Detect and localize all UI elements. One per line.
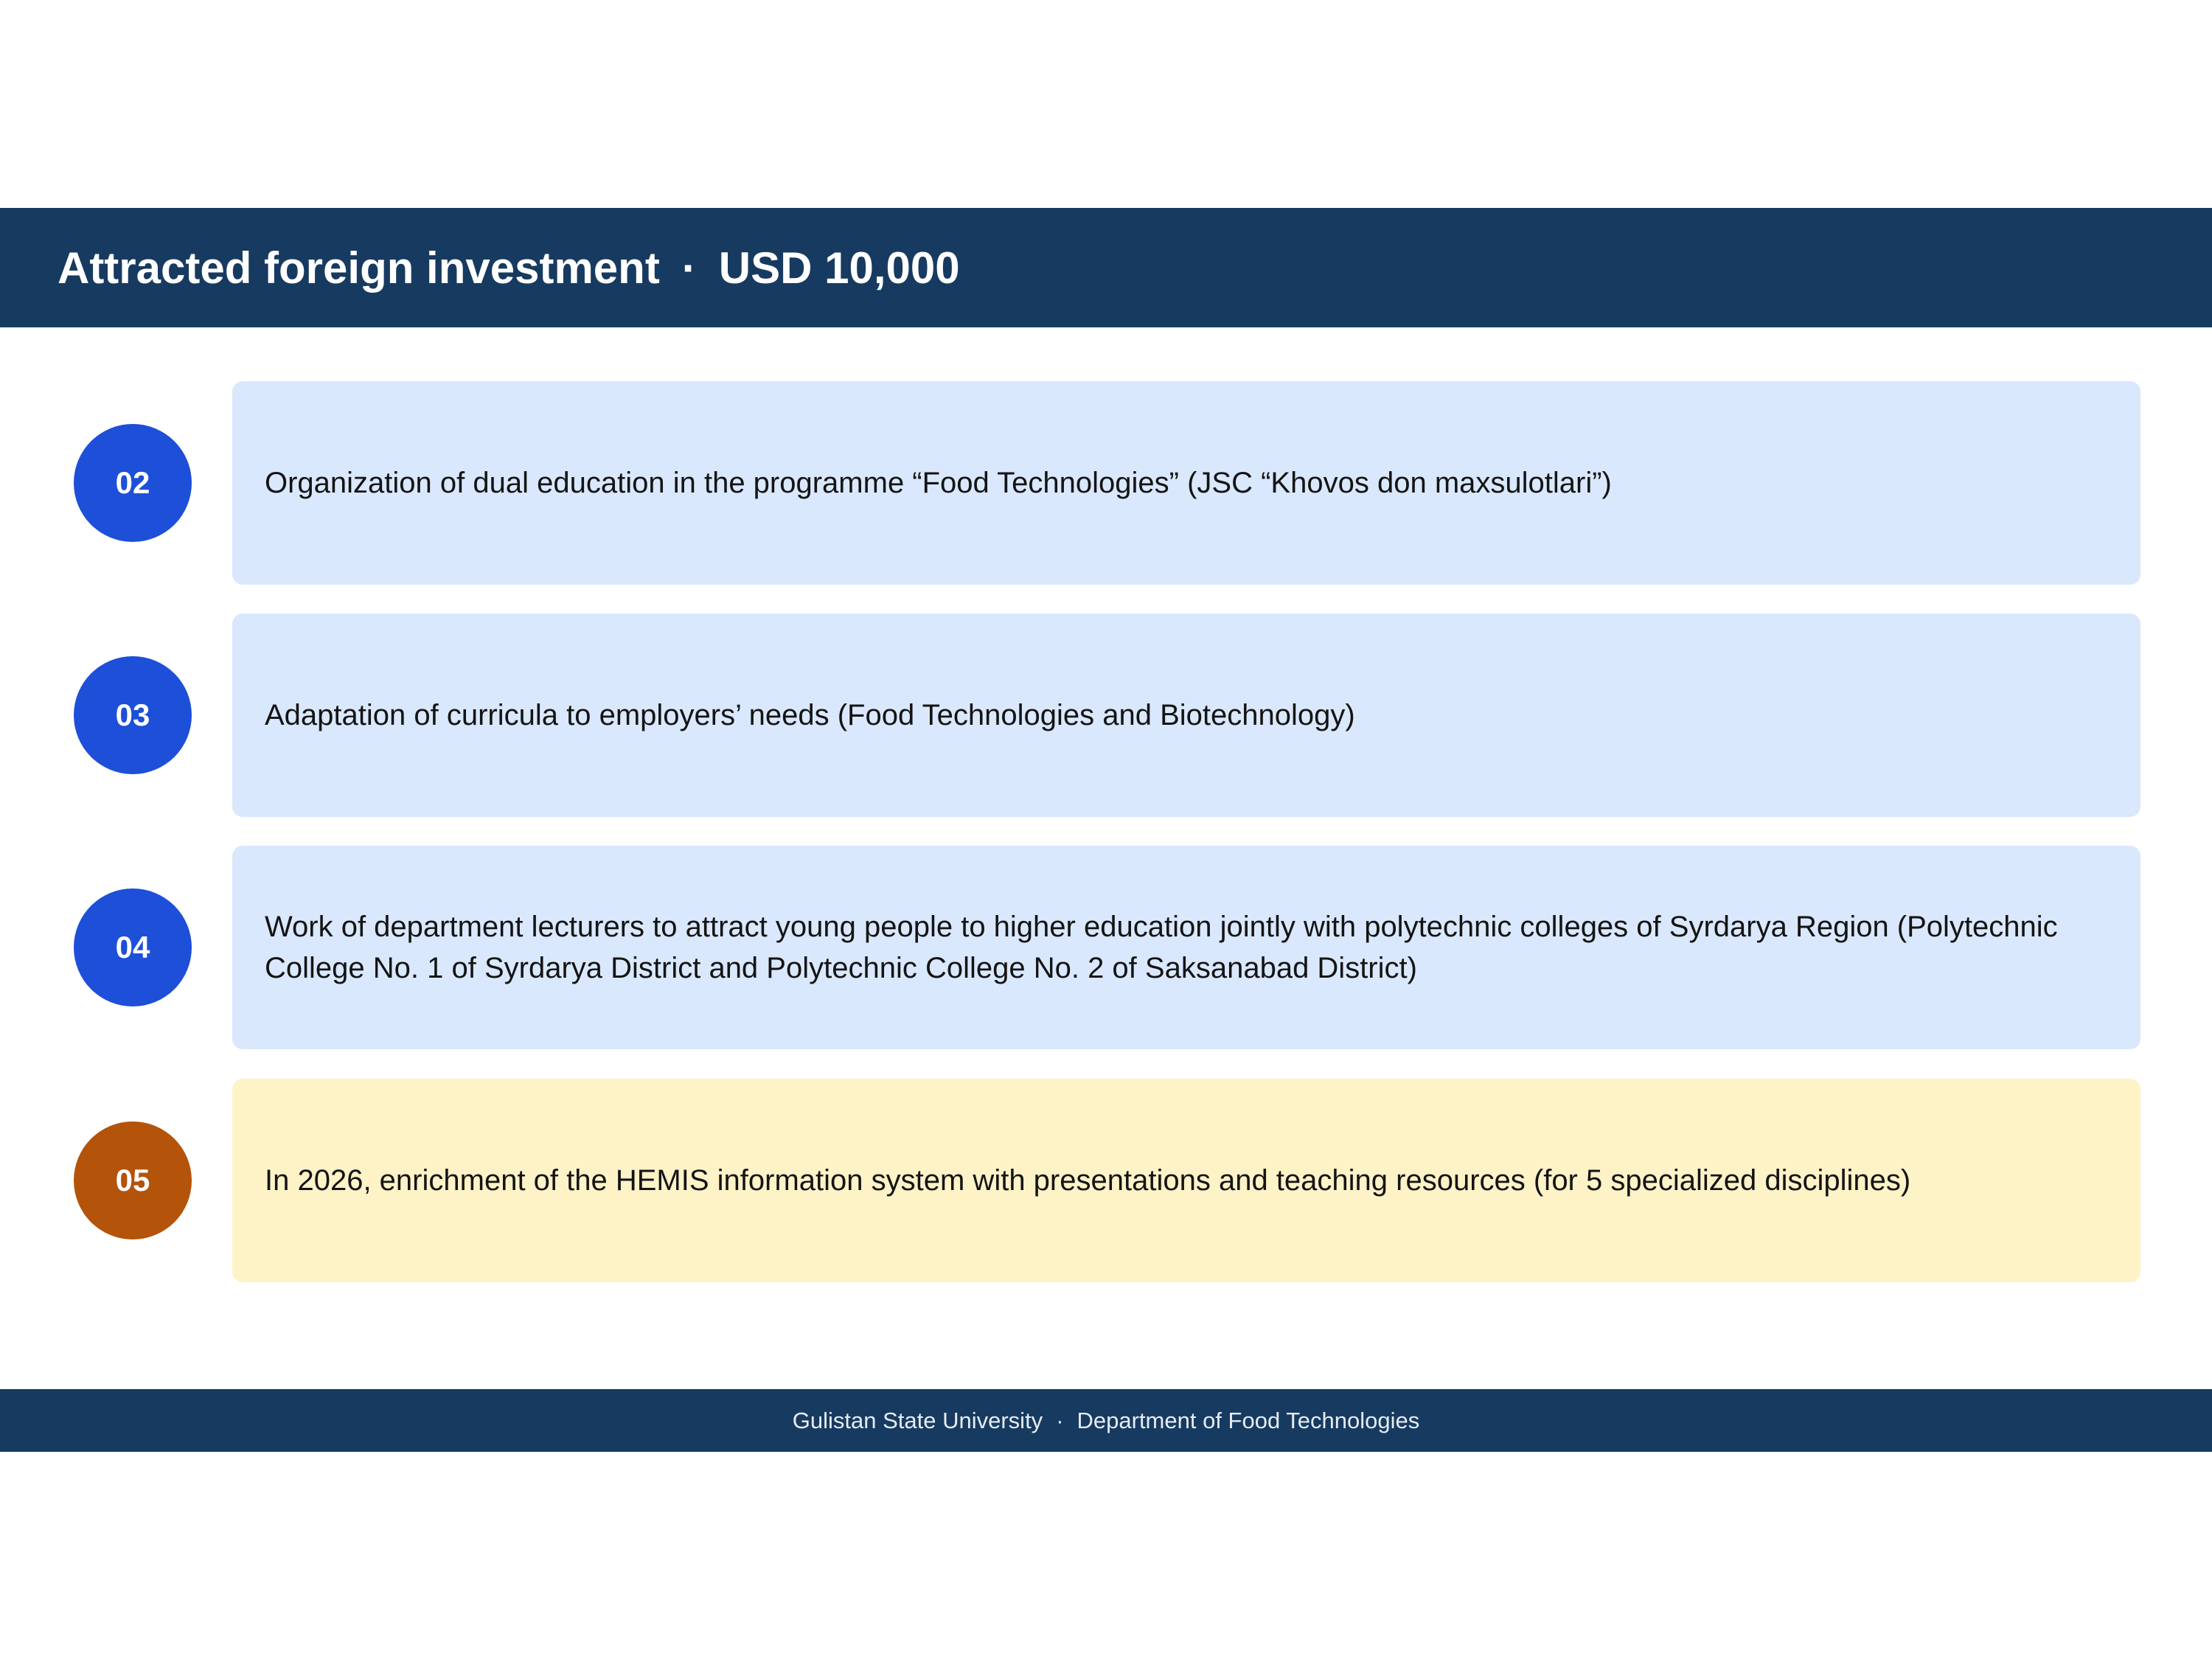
item-number-badge: 03 (74, 656, 192, 774)
item-card (232, 1079, 2140, 1282)
item-number-badge: 04 (74, 888, 192, 1006)
header-title: Attracted foreign investment (58, 243, 660, 293)
item-text: Adaptation of curricula to employers’ needs (Food Technologies and Biotechnology) (265, 699, 1355, 731)
header-band (0, 208, 2212, 327)
list-item (0, 846, 2212, 1049)
footer-department: Department of Food Technologies (1077, 1407, 1420, 1433)
item-number-badge: 02 (74, 424, 192, 542)
list-item (0, 381, 2212, 585)
footer-university: Gulistan State University (792, 1407, 1043, 1433)
footer-separator: · (1056, 1407, 1064, 1433)
investment-amount: USD 10,000 (718, 243, 960, 293)
item-card (232, 846, 2140, 1049)
item-text: In 2026, enrichment of the HEMIS information system with presentations and teaching resources (for 5 specialized disciplines) (265, 1164, 1911, 1197)
item-card (232, 613, 2140, 817)
list-item (0, 613, 2212, 817)
item-text: Work of department lecturers to attract young people to higher education jointly with polytechnic colleges of Syrdarya Region (Polytechnic College No. 1 of Syrdarya District and Polytechnic College No. 2 of Saksanabad District) (265, 911, 2058, 984)
item-number-badge: 05 (74, 1121, 192, 1239)
item-text: Organization of dual education in the programme “Food Technologies” (JSC “Khovos don maxsulotlari”) (265, 467, 1612, 499)
list-item (0, 1079, 2212, 1282)
header-separator: · (681, 243, 697, 293)
item-card (232, 381, 2140, 585)
footer-band (0, 1389, 2212, 1452)
